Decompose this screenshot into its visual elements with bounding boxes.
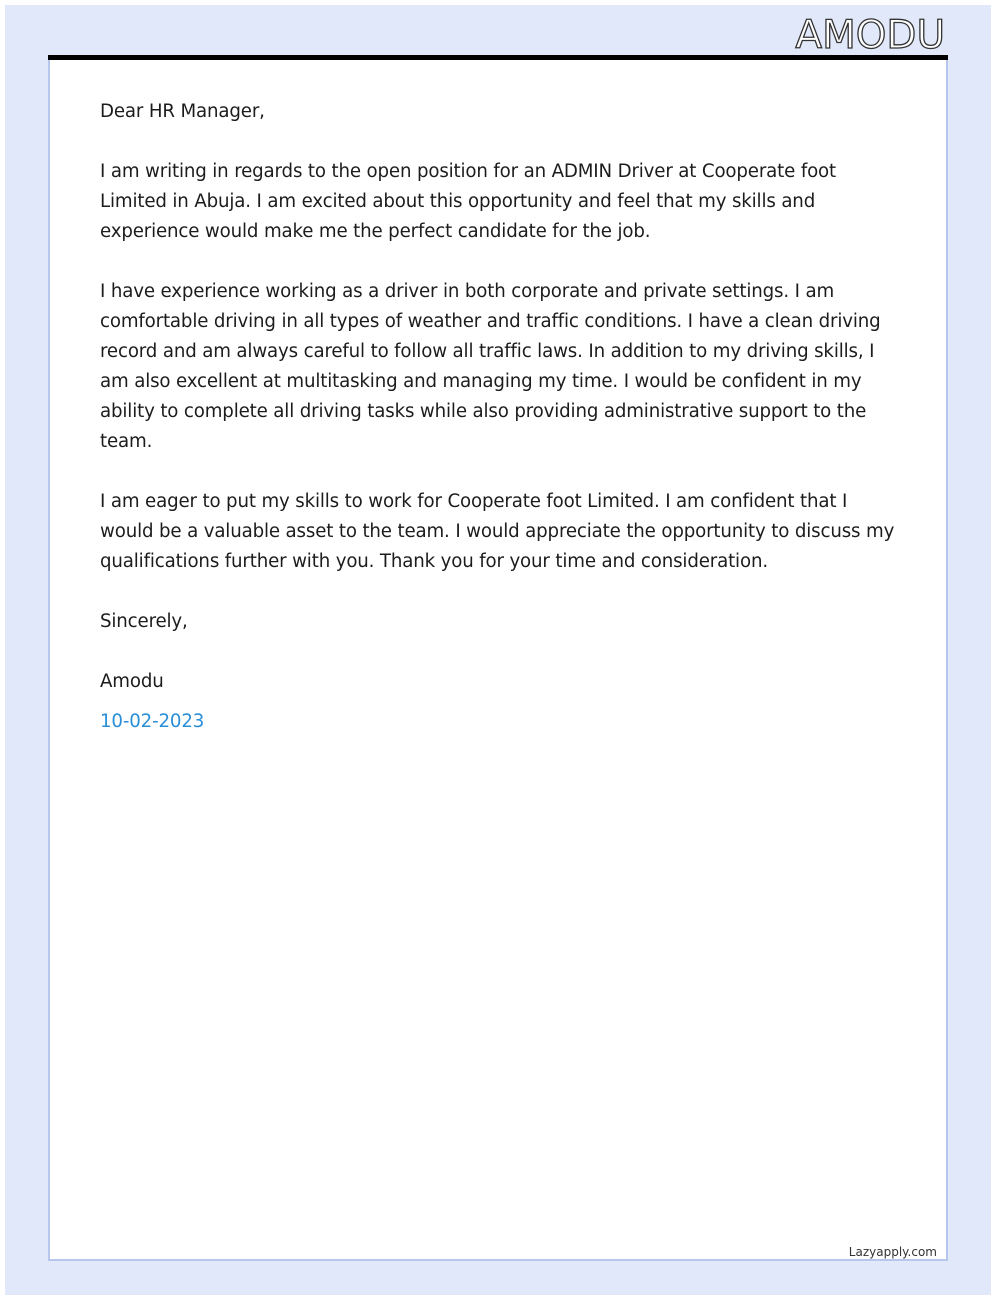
closing: Sincerely, [100, 611, 188, 632]
brand-name: AMODU [795, 13, 945, 58]
footer-watermark: Lazyapply.com [848, 1245, 937, 1259]
signature: Amodu [100, 671, 164, 692]
letter-date: 10-02-2023 [100, 711, 205, 732]
letter-body [100, 97, 900, 737]
paragraph-closing: I am eager to put my skills to work for Cooperate foot Limited. I am confident that I would be a valuable asset to the team. I would appreciate the opportunity to discuss my qualifications further with you. Thank you for your time and consideration. [100, 491, 895, 572]
paragraph-intro: I am writing in regards to the open position for an ADMIN Driver at Cooperate foot Limited in Abuja. I am excited about this opportunity and feel that my skills and experience would make me the perfect candidate for the job. [100, 161, 837, 242]
salutation: Dear HR Manager, [100, 101, 265, 122]
paragraph-experience: I have experience working as a driver in both corporate and private settings. I am comfortable driving in all types of weather and traffic conditions. I have a clean driving record and am always careful to follow all traffic laws. In addition to my driving skills, I am also excellent at multitasking and managing my time. I would be confident in my ability to complete all driving tasks while also providing administrative support to the team. [100, 281, 881, 452]
